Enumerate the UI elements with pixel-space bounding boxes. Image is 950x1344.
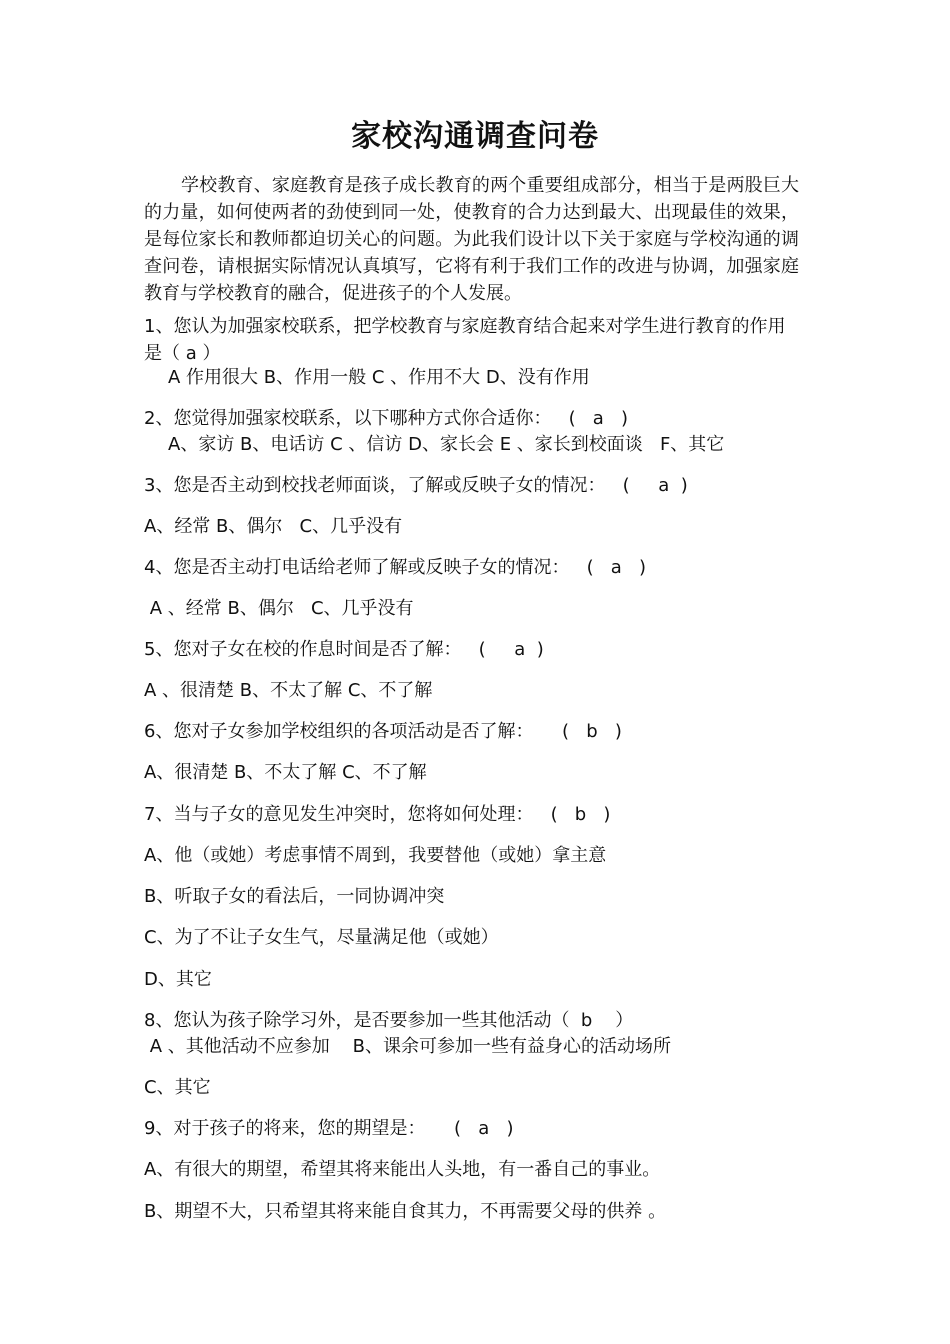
question-7-option-d: D、其它 [144,969,212,990]
question-7-option-a: A、他（或她）考虑事情不周到，我要替他（或她）拿主意 [144,845,607,866]
question-1-text: 1、您认为加强家校联系，把学校教育与家庭教育结合起来对学生进行教育的作用是（ a ） [144,316,786,364]
intro-paragraph: 学校教育、家庭教育是孩子成长教育的两个重要组成部分，相当于是两股巨大的力量，如何使两者的劲使到同一处，使教育的合力达到最大、出现最佳的效果，是每位家长和教师都迫切关心的问题。为此我们设计以下关于家庭与学校沟通的调查问卷，请根据实际情况认真填写，它将有利于我们工作的改进与协调，加强家庭教育与学校教育的融合，促进孩子的个人发展。 [144,175,799,304]
question-7-option-c: C、为了不让子女生气，尽量满足他（或她） [144,927,499,948]
question-5-text: 5、您对子女在校的作息时间是否了解： ( a ) [144,639,544,660]
question-5-options: A 、很清楚 B、不太了解 C、不了解 [144,680,433,701]
question-3-text: 3、您是否主动到校找老师面谈，了解或反映子女的情况： ( a ) [144,475,688,496]
page-title: 家校沟通调查问卷 [351,119,599,154]
question-2-options: A、家访 B、电话访 C 、信访 D、家长会 E 、家长到校面谈 F、其它 [168,434,725,455]
question-2-text: 2、您觉得加强家校联系，以下哪种方式你合适你： ( a ) [144,408,629,429]
question-8-text: 8、您认为孩子除学习外，是否要参加一些其他活动（ b ） [144,1010,634,1031]
question-6-options: A、很清楚 B、不太了解 C、不了解 [144,762,427,783]
question-3-options: A、经常 B、偶尔 C、几乎没有 [144,516,403,537]
question-9-option-b: B、期望不大，只希望其将来能自食其力，不再需要父母的供养 。 [144,1201,667,1222]
question-9-text: 9、对于孩子的将来，您的期望是： ( a ) [144,1118,514,1139]
question-4-options: A 、经常 B、偶尔 C、几乎没有 [144,598,414,619]
question-4-text: 4、您是否主动打电话给老师了解或反映子女的情况： ( a ) [144,557,647,578]
question-6-text: 6、您对子女参加学校组织的各项活动是否了解： ( b ) [144,721,622,742]
question-8-option-a: A 、其他活动不应参加 B、课余可参加一些有益身心的活动场所 [144,1036,671,1057]
question-7-option-b: B、听取子女的看法后，一同协调冲突 [144,886,445,907]
question-8-option-c: C、其它 [144,1077,211,1098]
question-7-text: 7、当与子女的意见发生冲突时，您将如何处理： ( b ) [144,804,611,825]
question-1-options: A 作用很大 B、作用一般 C 、作用不大 D、没有作用 [168,367,590,388]
question-9-option-a: A、有很大的期望，希望其将来能出人头地，有一番自己的事业。 [144,1159,661,1180]
